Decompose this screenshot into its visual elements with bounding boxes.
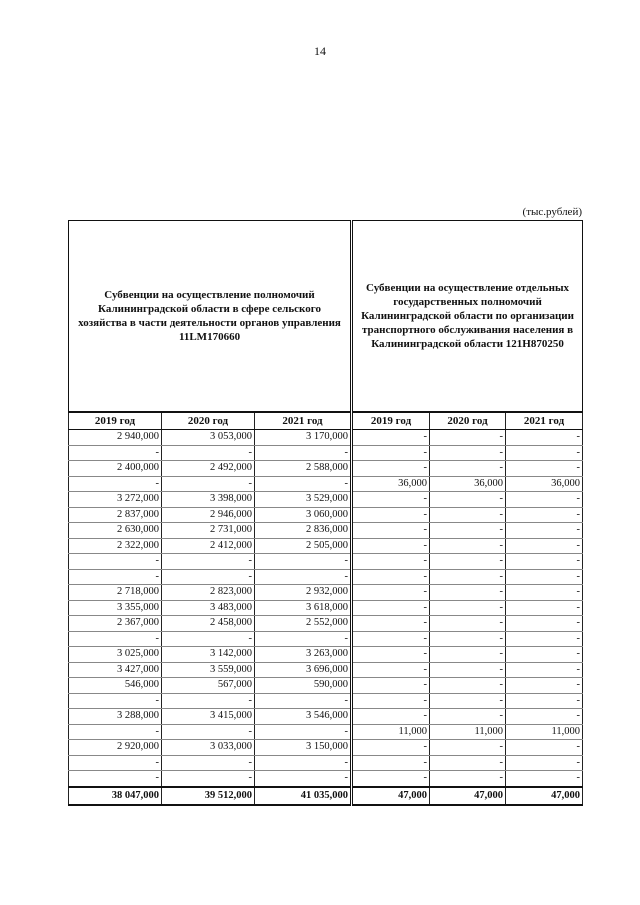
table-cell: - <box>506 445 583 461</box>
table-row <box>69 678 583 694</box>
table-cell: - <box>255 476 352 492</box>
total-cell: 47,000 <box>430 787 506 805</box>
table-cell: 3 398,000 <box>162 492 255 508</box>
year-header: 2020 год <box>162 412 255 430</box>
table-cell: 2 367,000 <box>69 616 162 632</box>
table-row <box>69 771 583 787</box>
table-cell: - <box>506 430 583 446</box>
table-body <box>69 430 583 787</box>
table-cell: - <box>162 445 255 461</box>
table-cell: - <box>430 693 506 709</box>
table-cell: 3 355,000 <box>69 600 162 616</box>
table-row <box>69 662 583 678</box>
table-cell: - <box>69 554 162 570</box>
table-cell: - <box>162 631 255 647</box>
table-row <box>69 554 583 570</box>
table-cell: 2 731,000 <box>162 523 255 539</box>
table-cell: - <box>506 600 583 616</box>
table-cell: - <box>506 709 583 725</box>
table-cell: 3 288,000 <box>69 709 162 725</box>
table-cell: 3 559,000 <box>162 662 255 678</box>
table-cell: - <box>430 678 506 694</box>
table-cell: - <box>352 771 430 787</box>
table-row <box>69 740 583 756</box>
page-number: 14 <box>314 44 326 58</box>
table-cell: - <box>162 724 255 740</box>
table-cell: - <box>430 755 506 771</box>
table-cell: - <box>430 647 506 663</box>
table-cell: 2 630,000 <box>69 523 162 539</box>
table-cell: 3 272,000 <box>69 492 162 508</box>
table-cell: - <box>352 678 430 694</box>
table-row <box>69 523 583 539</box>
table-cell: 3 033,000 <box>162 740 255 756</box>
table-cell: - <box>506 523 583 539</box>
table-cell: - <box>506 616 583 632</box>
table-row <box>69 709 583 725</box>
table-cell: - <box>69 771 162 787</box>
table-cell: - <box>352 709 430 725</box>
table-cell: 3 170,000 <box>255 430 352 446</box>
table-row <box>69 445 583 461</box>
table-cell: - <box>352 740 430 756</box>
table-cell: 2 718,000 <box>69 585 162 601</box>
group-header-agriculture: Субвенции на осуществление полномочий Калининградской области в сфере сельского хозяйства в части деятельности органов управления 11LМ170660 <box>69 221 352 413</box>
table-cell: - <box>430 492 506 508</box>
table-cell: - <box>430 709 506 725</box>
table-cell: - <box>506 771 583 787</box>
table-cell: - <box>430 771 506 787</box>
table-row <box>69 476 583 492</box>
year-header: 2020 год <box>430 412 506 430</box>
table-cell: 36,000 <box>430 476 506 492</box>
table-cell: 2 837,000 <box>69 507 162 523</box>
total-cell: 47,000 <box>352 787 430 805</box>
table-cell: 2 823,000 <box>162 585 255 601</box>
table-row <box>69 538 583 554</box>
table-cell: 36,000 <box>506 476 583 492</box>
table-cell: - <box>255 693 352 709</box>
table-row <box>69 585 583 601</box>
table-cell: - <box>255 724 352 740</box>
table-cell: - <box>352 461 430 477</box>
table-cell: 3 696,000 <box>255 662 352 678</box>
table-cell: - <box>255 445 352 461</box>
table-row <box>69 600 583 616</box>
table-cell: 3 142,000 <box>162 647 255 663</box>
table-cell: - <box>430 740 506 756</box>
table-cell: 2 946,000 <box>162 507 255 523</box>
group-header-row <box>69 221 583 413</box>
table-cell: - <box>430 523 506 539</box>
table-cell: - <box>352 569 430 585</box>
table-cell: - <box>255 569 352 585</box>
table-cell: 567,000 <box>162 678 255 694</box>
total-cell: 38 047,000 <box>69 787 162 805</box>
table-cell: 2 920,000 <box>69 740 162 756</box>
table-cell: 3 150,000 <box>255 740 352 756</box>
table-cell: 11,000 <box>506 724 583 740</box>
table-cell: - <box>506 631 583 647</box>
table-cell: 2 400,000 <box>69 461 162 477</box>
table-cell: - <box>162 476 255 492</box>
table-cell: 2 932,000 <box>255 585 352 601</box>
table-row <box>69 616 583 632</box>
table-cell: - <box>352 616 430 632</box>
table-cell: - <box>69 445 162 461</box>
table-row <box>69 461 583 477</box>
table-cell: 3 053,000 <box>162 430 255 446</box>
table-cell: - <box>352 492 430 508</box>
table-row <box>69 507 583 523</box>
table-cell: - <box>255 771 352 787</box>
table-cell: 3 025,000 <box>69 647 162 663</box>
table-cell: 11,000 <box>352 724 430 740</box>
table-cell: - <box>430 538 506 554</box>
table-cell: - <box>506 755 583 771</box>
year-header: 2021 год <box>506 412 583 430</box>
table-cell: 2 940,000 <box>69 430 162 446</box>
table-cell: - <box>162 755 255 771</box>
total-cell: 39 512,000 <box>162 787 255 805</box>
table-cell: - <box>506 647 583 663</box>
table-cell: 11,000 <box>430 724 506 740</box>
table-cell: 36,000 <box>352 476 430 492</box>
table-cell: - <box>162 771 255 787</box>
table-cell: - <box>506 585 583 601</box>
table-cell: 2 836,000 <box>255 523 352 539</box>
table-row <box>69 647 583 663</box>
table-cell: 3 529,000 <box>255 492 352 508</box>
table-cell: - <box>69 569 162 585</box>
table-cell: 3 483,000 <box>162 600 255 616</box>
table-cell: - <box>430 585 506 601</box>
table-cell: - <box>69 724 162 740</box>
table-cell: 3 546,000 <box>255 709 352 725</box>
table-row <box>69 693 583 709</box>
table-cell: - <box>430 569 506 585</box>
table-cell: - <box>352 693 430 709</box>
table-cell: 3 415,000 <box>162 709 255 725</box>
total-cell: 47,000 <box>506 787 583 805</box>
year-header: 2019 год <box>69 412 162 430</box>
table-row <box>69 492 583 508</box>
table-cell: - <box>506 554 583 570</box>
table-cell: - <box>162 693 255 709</box>
table-cell: - <box>352 430 430 446</box>
table-cell: - <box>506 678 583 694</box>
table-cell: 3 263,000 <box>255 647 352 663</box>
table-cell: - <box>69 755 162 771</box>
table-cell: 3 427,000 <box>69 662 162 678</box>
year-header: 2021 год <box>255 412 352 430</box>
table-cell: - <box>352 662 430 678</box>
totals-row <box>69 787 583 805</box>
table-cell: 2 322,000 <box>69 538 162 554</box>
table-cell: 3 618,000 <box>255 600 352 616</box>
table-cell: - <box>352 507 430 523</box>
table-cell: 546,000 <box>69 678 162 694</box>
table-row <box>69 569 583 585</box>
table-cell: - <box>430 461 506 477</box>
subvention-table <box>68 220 583 806</box>
table-cell: - <box>506 569 583 585</box>
table-cell: - <box>506 662 583 678</box>
table-cell: - <box>162 569 255 585</box>
table-row <box>69 631 583 647</box>
table-cell: 2 588,000 <box>255 461 352 477</box>
table-row <box>69 755 583 771</box>
table-cell: - <box>506 461 583 477</box>
year-header: 2019 год <box>352 412 430 430</box>
table-cell: - <box>69 693 162 709</box>
table-cell: - <box>352 600 430 616</box>
table-cell: - <box>430 554 506 570</box>
table-cell: 590,000 <box>255 678 352 694</box>
table-cell: - <box>162 554 255 570</box>
table-cell: - <box>506 492 583 508</box>
year-header-row <box>69 412 583 430</box>
table-cell: 2 505,000 <box>255 538 352 554</box>
table-cell: - <box>430 616 506 632</box>
table-cell: - <box>506 507 583 523</box>
units-label: (тыс.рублей) <box>522 206 582 218</box>
table-cell: - <box>255 755 352 771</box>
table-cell: - <box>506 740 583 756</box>
table-cell: - <box>69 476 162 492</box>
table-row <box>69 430 583 446</box>
table-cell: - <box>69 631 162 647</box>
table-cell: - <box>430 631 506 647</box>
table-cell: - <box>352 647 430 663</box>
table-cell: - <box>352 445 430 461</box>
table-cell: 2 492,000 <box>162 461 255 477</box>
table-cell: - <box>352 538 430 554</box>
table-cell: 2 552,000 <box>255 616 352 632</box>
total-cell: 41 035,000 <box>255 787 352 805</box>
table-cell: - <box>506 693 583 709</box>
table-cell: - <box>430 507 506 523</box>
table-cell: 2 458,000 <box>162 616 255 632</box>
table-cell: - <box>430 600 506 616</box>
table-cell: - <box>352 523 430 539</box>
table-row <box>69 724 583 740</box>
group-header-transport: Субвенции на осуществление отдельных государственных полномочий Калининградской области по организации транспортного обслуживания населения в Калининградской области 121Н870250 <box>352 221 583 413</box>
table-cell: - <box>255 554 352 570</box>
table-cell: 3 060,000 <box>255 507 352 523</box>
table-cell: - <box>430 430 506 446</box>
table-cell: - <box>352 585 430 601</box>
table-cell: - <box>430 662 506 678</box>
table-cell: - <box>352 755 430 771</box>
table-cell: - <box>352 554 430 570</box>
table-cell: 2 412,000 <box>162 538 255 554</box>
table-cell: - <box>352 631 430 647</box>
table-cell: - <box>430 445 506 461</box>
table-cell: - <box>506 538 583 554</box>
table-cell: - <box>255 631 352 647</box>
